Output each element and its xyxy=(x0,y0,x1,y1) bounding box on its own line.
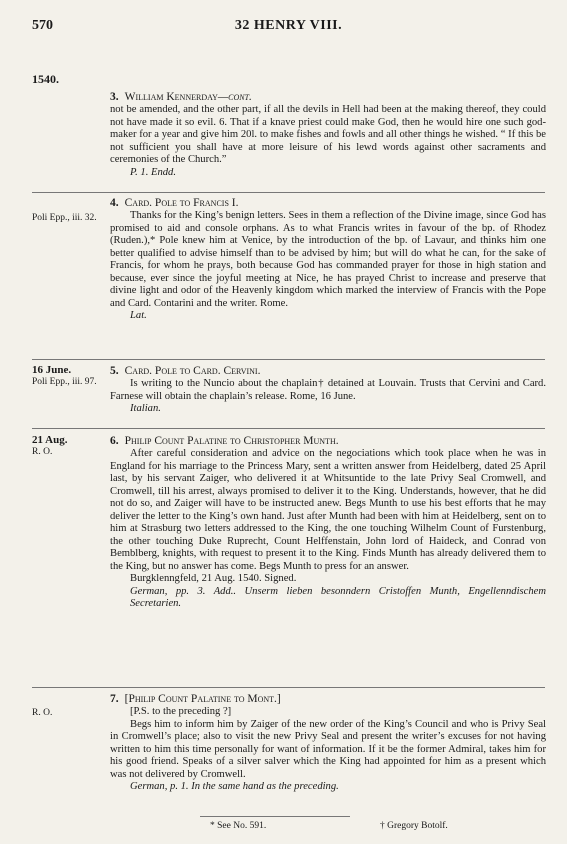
footnote-divider xyxy=(200,816,350,817)
entry-divider xyxy=(32,192,545,193)
entry-text: Is writing to the Nuncio about the chaplain† detained at Louvain. Trusts that Cervini and Card. Farnese will obtain the chaplain’s release. Rome, 16 June. xyxy=(110,378,546,402)
margin-note: 16 June. Poli Epp., iii. 97. xyxy=(32,364,97,387)
footnote: † Gregory Botolf. xyxy=(380,821,448,831)
entry-7 xyxy=(110,692,546,794)
entry-divider xyxy=(32,428,545,429)
entry-reference: German, p. 1. In the same hand as the preceding. xyxy=(130,781,339,792)
entry-divider xyxy=(32,359,545,360)
entry-subtitle: [P.S. to the preceding ?] xyxy=(130,706,232,717)
entry-heading: 5. Card. Pole to Card. Cervini. xyxy=(110,365,261,377)
entry-3 xyxy=(110,90,546,179)
entry-reference: Lat. xyxy=(130,310,147,321)
entry-signature: Burgklenngfeld, 21 Aug. 1540. Signed. xyxy=(130,573,297,584)
page-header xyxy=(32,18,545,38)
entry-5 xyxy=(110,364,546,416)
entry-reference: Italian. xyxy=(130,403,161,414)
entry-text: not be amended, and the other part, if all the devils in Hell had been at the making thereof, they could not have made it so evil. 6. That if a knave priest could make God, then he would hire one such god-maker for a year and give him 20l. to make fishes and fowls and all other things he wished. “ If this be not sufficient you shall have at more leisure of his lewd words against other sacraments and ceremonies of the Church.” xyxy=(110,104,546,165)
entry-text: After careful consideration and advice on the negociations which took place when he was in England for his marriage to the Princess Mary, sent a written answer from Heidelberg, dated 25 April last, by his servant Zaiger, who delivered it at Whitsuntide to the late Privy Seal Cromwell, and Cromwell, till his arrest, always promised to deliver it to the King. Understands, however, that he did not do so, and Zaiger will have to be instructed anew. Begs Munth to use his best efforts that he may deliver the letter to the King’s own hand. Just after Munth had been with him at Heidelberg, sent on to him at Strasburg two letters addressed to the King, the one touching Wilhelm Count of Furstenburg, the other touching Duke Ruprecht, Count Helffenstain, John lord of Haideck, and Conrad von Bemblberg, knights, with request to present it to the King. Finds Munth has already delivered them to the King, but no answer has come. Begs Munth to press for an answer. xyxy=(110,448,546,572)
entry-text: Begs him to inform him by Zaiger of the new order of the King’s Council and who is Privy Seal in Cromwell’s place; also to visit the new Privy Seal and present the writer’s excuses for not having written to him this time personally for want of information. If it be the former Admiral, takes him for his good friend. Speaks of a silver salver which the King had appointed for him as a present which was not delivered by Cromwell. xyxy=(110,718,546,780)
entry-heading: 3. William Kennerday—cont. xyxy=(110,91,252,103)
entry-divider xyxy=(32,687,545,688)
entry-heading: 6. Philip Count Palatine to Christopher Munth. xyxy=(110,435,339,447)
year-label: 1540. xyxy=(32,72,59,86)
margin-note: Poli Epp., iii. 32. xyxy=(32,213,97,223)
entry-4 xyxy=(110,196,546,323)
margin-note: 21 Aug. R. O. xyxy=(32,434,68,457)
page-number: 570 xyxy=(32,18,53,33)
entry-reference: German, pp. 3. Add.. Unserm lieben besonndern Cristoffen Munth, Engellenndischem Secretarien. xyxy=(130,585,546,609)
margin-note: R. O. xyxy=(32,708,53,718)
footnote: * See No. 591. xyxy=(210,821,267,831)
entry-reference: P. 1. Endd. xyxy=(130,166,177,178)
entry-heading: 7. [Philip Count Palatine to Mont.] xyxy=(110,693,281,705)
entry-heading: 4. Card. Pole to Francis I. xyxy=(110,197,239,209)
entry-text: Thanks for the King’s benign letters. Sees in them a reflection of the Divine image, since God has promised to aid and console orphans. As to what Francis writes in favour of the bp. of Rhodez (Ruden.),* Pole knew him at Venice, by the introduction of the bp. of Lavaur, and thinks him one better qualified to advise himself than to be advised by him; but will do what he can, for the sake of Francis, for whom he prays, both because God has commanded prayer for those in high station and because, ever since the joyful meeting at Nice, he has prayed Christ to increase and preserve that divine light and odor of the Heavenly kingdom which marked the interview of Francis with the Pope and Card. Contarini and the writer. Rome. xyxy=(110,210,546,309)
entry-6 xyxy=(110,434,546,611)
running-title: 32 HENRY VIII. xyxy=(234,18,343,33)
